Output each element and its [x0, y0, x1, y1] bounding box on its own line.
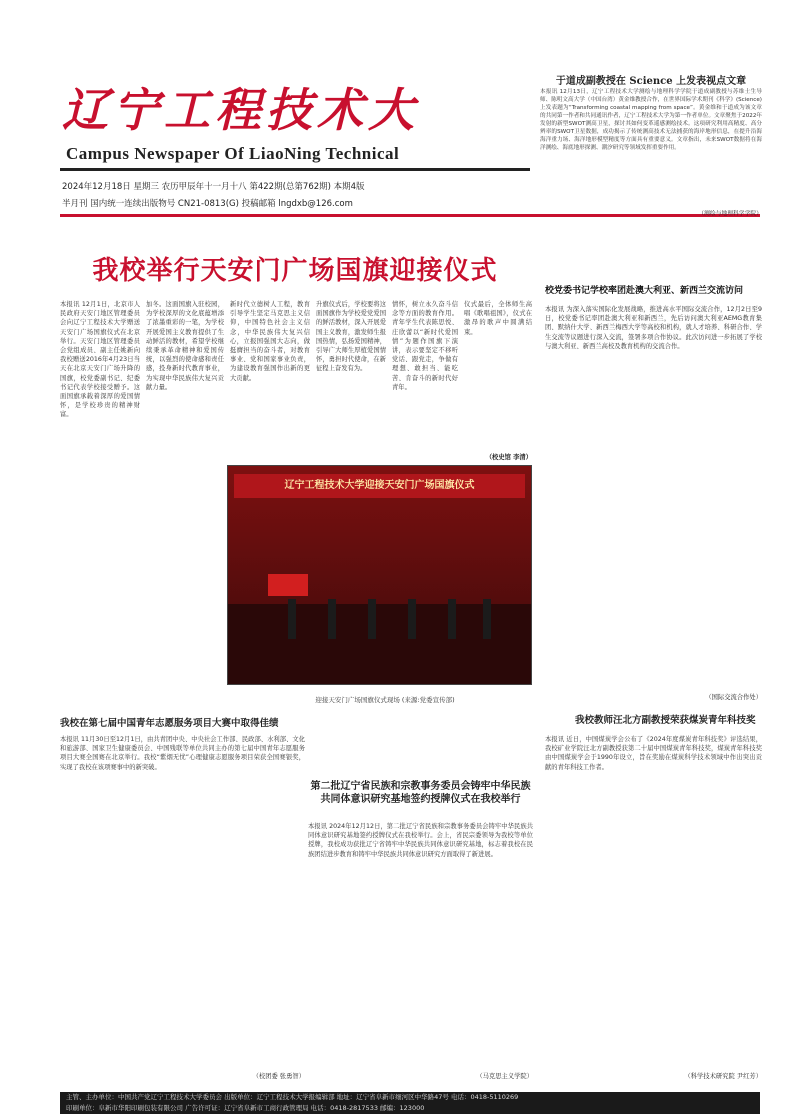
publication-info: 半月刊 国内统一连续出版物号 CN21-0813(G) 投稿邮箱 lngdxb@126.com	[62, 199, 353, 209]
top-story-body: 本报讯 12月13日，辽宁工程技术大学测绘与地理科学学院于道成副教授与苏维士生导师、陈明文高大学（中国台湾）黄金维教授合作，在世界国际学术期刊《科学》(Science) 上发表题为“Transforming coastal mapping from space”。黄金维和于道成为该文章的共同第一作者和共同通讯作者，辽宁工程技术大学为第一作者单位。文章聚焦于2022年发射的新型SWOT测高卫星，探讨其如何变革遥感测绘技术。这项研究利用高精度、高分辨率的SWOT卫星数据，成功揭示了传统测高技术无法捕获的海岸地形信息，在提升沿海海洋重力场、海洋地形模型精度等方面具有重要意义。文章指出，未来SWOT数据将在海洋测绘、海底地形探测、潮汐研究等领域发挥重要作用。	[540, 89, 762, 151]
footer-line-2: 印刷单位：阜新市华阳印刷包装有限公司 广告许可证：辽宁省阜新市工商行政管理局 电话：0418-2817533 邮编：123000	[66, 1104, 425, 1112]
masthead-divider	[60, 214, 760, 217]
bottom-mid-byline: （马克思主义学院）	[476, 1073, 533, 1080]
photo-banner: 辽宁工程技术大学迎接天安门广场国旗仪式	[234, 474, 525, 498]
masthead-english: Campus Newspaper Of LiaoNing Technical	[66, 144, 400, 163]
lead-column-3: 新时代立德树人工程，教育引导学生坚定马克思主义信仰，中国特色社会主义信念，中华民族伟大复兴信心，立报国强国大志向，做挺膺担当的奋斗者，对教育事业、党和国家事业负责，为建设教育强国作出新的更大贡献。	[230, 301, 310, 382]
lead-column-6: 仪式最后，全体师生高唱《歌唱祖国》，仪式在激昂的歌声中圆满结束。	[464, 301, 532, 336]
masthead-rule	[60, 168, 530, 171]
footer	[60, 1092, 760, 1114]
bottom-left-byline: （校团委 张勇智）	[252, 1073, 305, 1080]
ceremony-photo	[227, 465, 532, 685]
issue-info: 2024年12月18日 星期三 农历甲辰年十一月十八 第422期(总第762期) 本期4版	[62, 182, 365, 192]
photo-caption: 迎接天安门广场国旗仪式现场 (来源:党委宣传部)	[315, 696, 455, 704]
bottom-mid-body: 本报讯 2024年12月12日，第二批辽宁省民族和宗教事务委员会铸牢中华民族共同体意识研究基地签约授牌仪式在我校举行。会上，省民宗委领导为我校等单位授牌，我校成功获批辽宁省铸牢中华民族共同体意识研究基地，标志着我校在民族团结进步教育和铸牢中华民族共同体意识研究方面取得了新进展。	[308, 823, 533, 858]
flag-shape	[268, 574, 308, 596]
masthead-title: 辽宁工程技术大	[62, 83, 419, 137]
right-story-2-byline: （科学技术研究院 尹红芳）	[684, 1073, 762, 1080]
top-story-headline: 于道成副教授在 Science 上发表视点文章	[555, 76, 747, 86]
right-story-1-byline: （国际交流合作处）	[705, 694, 762, 701]
lead-column-5: 情怀，树立永久奋斗信念等方面的教育作用。青年学生代表陈思悦、庄欣蕾以“新时代爱国情”为题作国旗下演讲，表示要坚定不移听党话、跟党走，争做有理想、敢担当、能吃苦、肯奋斗的新时代好青年。	[392, 301, 458, 391]
lead-byline: （校史馆 李清）	[485, 454, 532, 461]
top-story-byline: （测绘与地理科学学院）	[698, 211, 762, 216]
lead-column-4: 升旗仪式后，学校要将这面国旗作为学校爱党爱国的鲜活教材，深入开展爱国主义教育，激发师生报国热情，弘扬爱国精神，引导广大师生厚植爱国情怀，勇担时代使命，在新征程上奋发有为。	[316, 301, 386, 373]
bottom-left-body: 本报讯 11月30日至12月1日，由共青团中央、中央社会工作部、民政部、水利部、文化和旅游部、国家卫生健康委员会、中国残联等单位共同主办的第七届中国青年志愿服务项目大赛全国赛在北京举行。我校“紫烟无忧”心理健康志愿服务项目荣获全国赛银奖，实现了我校在该项赛事中的新突破。	[60, 736, 305, 771]
lead-headline: 我校举行天安门广场国旗迎接仪式	[92, 256, 498, 286]
right-story-1-headline: 校党委书记学校率团赴澳大利亚、新西兰交流访问	[545, 286, 744, 296]
right-story-2-body: 本报讯 近日，中国煤炭学会公布了《2024年度煤炭青年科技奖》评选结果，我校矿业学院汪北方副教授获第二十届中国煤炭青年科技奖，煤炭青年科技奖由中国煤炭学会于1990年设立，旨在奖励在煤炭科学技术领域中作出突出贡献的青年科技工作者。	[545, 736, 762, 771]
footer-line-1: 主管、主办单位：中国共产党辽宁工程技术大学委员会 出版单位：辽宁工程技术大学报编辑部 地址：辽宁省阜新市细河区中华路47号 电话：0418-5110269	[66, 1093, 519, 1101]
right-story-1-body: 本报讯 为深入落实国际化发展战略，推进高水平国际交流合作，12月2日至9日，校党委书记率团赴澳大利亚和新西兰，先后访问澳大利亚AEMG教育集团、默纳什大学、新西兰梅西大学等高校和机构，就人才培养、科研合作、学生交流等议题进行深入交流，签署多项合作协议。此次访问进一步拓展了学校与澳大利亚、新西兰高校及教育机构的交流合作。	[545, 306, 762, 350]
right-story-2-headline: 我校教师汪北方副教授荣获煤炭青年科技奖	[575, 715, 756, 726]
bottom-left-headline: 我校在第七届中国青年志愿服务项目大赛中取得佳绩	[60, 718, 279, 729]
bottom-mid-headline: 第二批辽宁省民族和宗教事务委员会铸牢中华民族共同体意识研究基地签约授牌仪式在我校举行	[310, 781, 531, 805]
lead-column-2: 加冬。这面国旗入驻校园，为学校深厚的文化底蕴增添了浓墨重彩的一笔，为学校开展爱国主义教育提供了生动鲜活的教材，希望学校继续秉承革命精神和爱国传统，以强烈的使命感和责任感，投身新时代教育事业，为实现中华民族伟大复兴贡献力量。	[146, 301, 224, 391]
ceremony-figures-graphic	[228, 504, 532, 684]
lead-column-1: 本报讯 12月1日，北京市人民政府天安门地区管理委员会向辽宁工程技术大学赠送天安门广场国旗仪式在北京举行。天安门地区管理委员会党组成员、副主任姚新向我校赠送2016年4月23日当天在北京天安门广场升降的国旗，校党委副书记、纪委书记代表学校接受赠予。这面国旗承载着深厚的爱国情怀，是学校珍贵的精神财富。	[60, 301, 140, 419]
